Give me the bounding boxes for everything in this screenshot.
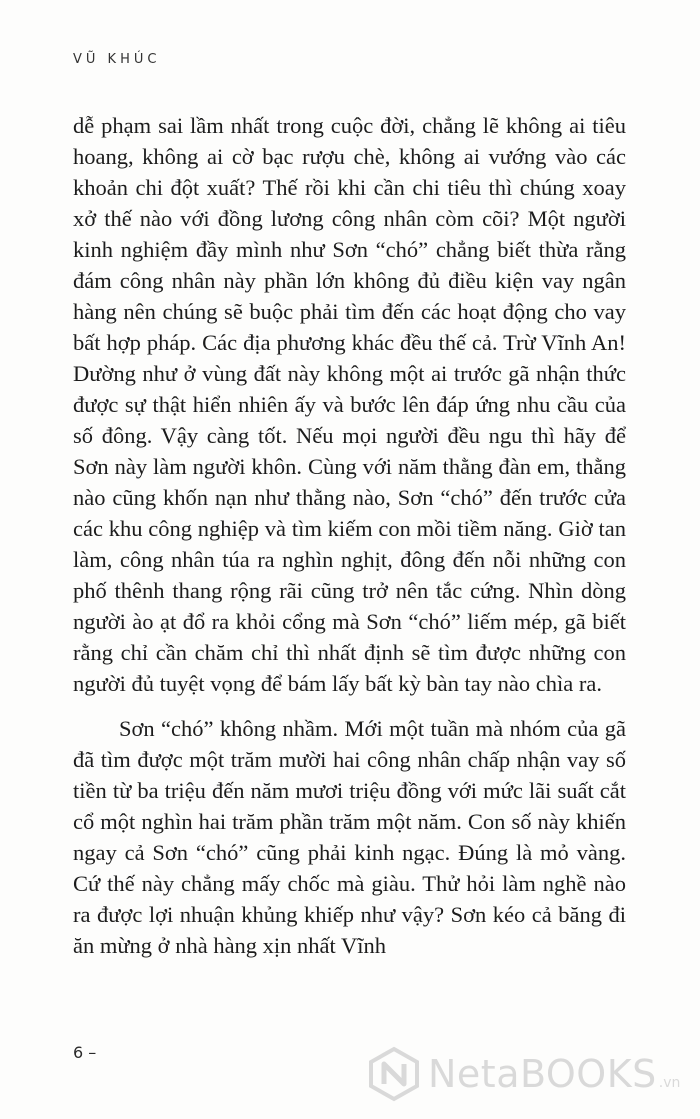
netabooks-logo-icon: [366, 1046, 422, 1102]
watermark-suffix: .vn: [658, 1075, 681, 1091]
running-header: VŨ KHÚC: [73, 52, 161, 67]
page-number: 6 –: [73, 1043, 97, 1062]
watermark: [366, 1052, 680, 1096]
paragraph: dễ phạm sai lầm nhất trong cuộc đời, chẳng lẽ không ai tiêu hoang, không ai cờ bạc rượu chè, không ai vướng vào các khoản chi đột xuất? Thế rồi khi cần chi tiêu thì chúng xoay xở thế nào với đồng lương công nhân còm cõi? Một người kinh nghiệm đầy mình như Sơn “chó” chẳng biết thừa rằng đám công nhân này phần lớn không đủ điều kiện vay ngân hàng nên chúng sẽ buộc phải tìm đến các hoạt động cho vay bất hợp pháp. Các địa phương khác đều thế cả. Trừ Vĩnh An! Dường như ở vùng đất này không một ai trước gã nhận thức được sự thật hiển nhiên ấy và bước lên đáp ứng nhu cầu của số đông. Vậy càng tốt. Nếu mọi người đều ngu thì hãy để Sơn này làm người khôn. Cùng với năm thằng đàn em, thằng nào cũng khốn nạn như thằng nào, Sơn “chó” đến trước cửa các khu công nghiệp và tìm kiếm con mồi tiềm năng. Giờ tan làm, công nhân túa ra nghìn nghịt, đông đến nỗi những con phố thênh thang rộng rãi cũng trở nên tắc cứng. Nhìn dòng người ào ạt đổ ra khỏi cổng mà Sơn “chó” liếm mép, gã biết rằng chỉ cần chăm chỉ thì nhất định sẽ tìm được những con người đủ tuyệt vọng để bám lấy bất kỳ bàn tay nào chìa ra.: [73, 113, 626, 696]
body-text: [73, 110, 626, 961]
paragraph: Sơn “chó” không nhầm. Mới một tuần mà nhóm của gã đã tìm được một trăm mười hai công nhân chấp nhận vay số tiền từ ba triệu đến năm mươi triệu đồng với mức lãi suất cắt cổ một nghìn hai trăm phần trăm một năm. Con số này khiến ngay cả Sơn “chó” cũng phải kinh ngạc. Đúng là mỏ vàng. Cứ thế này chẳng mấy chốc mà giàu. Thử hỏi làm nghề nào ra được lợi nhuận khủng khiếp như vậy? Sơn kéo cả băng đi ăn mừng ở nhà hàng xịn nhất Vĩnh: [73, 716, 626, 958]
watermark-brand: NetaBOOKS: [428, 1052, 657, 1096]
